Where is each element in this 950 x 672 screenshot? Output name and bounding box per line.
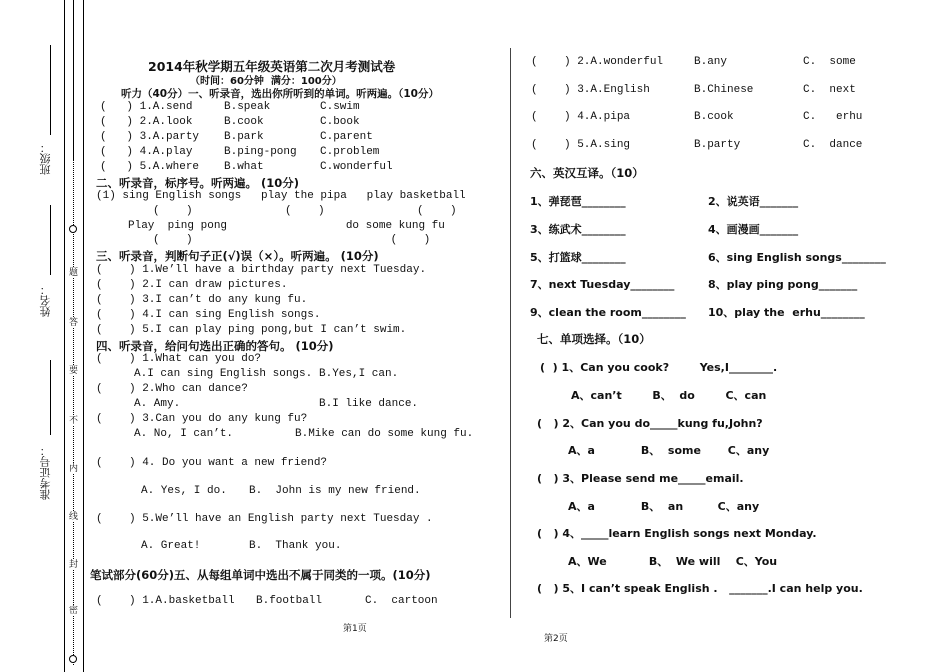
s5-option-c: C. next (803, 84, 856, 96)
s5-option-c: C. erhu (803, 111, 863, 123)
s4-answer-a: A. Yes, I do. (141, 485, 227, 497)
seal-char: 密 (69, 606, 79, 616)
s7-question-3: ( ) 3、Please send me_____email. (537, 472, 744, 485)
name-label: 姓名： (39, 284, 52, 317)
s4-question-3: ( ) 3.Can you do any kung fu? (96, 413, 308, 425)
s6-item: 2、说英语_______ (708, 195, 799, 208)
s2-line-2: Play ping pong do some kung fu (128, 220, 445, 232)
exam-no-label: 准考证号： (39, 445, 52, 500)
seal-char: 线 (69, 512, 79, 522)
exam-title: 2014年秋学期五年级英语第二次月考测试卷 (148, 59, 396, 74)
name-blank (50, 205, 51, 275)
s5-option-b: B.any (694, 56, 728, 68)
s1-question: ( ) 4.A.play (100, 146, 193, 158)
s2-parens-2: ( ) ( ) (153, 234, 431, 246)
s1-question: ( ) 3.A.party (100, 131, 200, 143)
s4-answer-a: A. No, I can’t. (134, 428, 234, 440)
margin-circle (69, 655, 77, 663)
s5-option-c: C. dance (803, 139, 863, 151)
s6-item: 9、clean the room________ (530, 306, 686, 319)
s6-item: 5、打篮球________ (530, 251, 626, 264)
s1-option-b: B.speak (224, 101, 271, 113)
s2-line-1: (1) sing English songs play the pipa play basketball (96, 190, 466, 202)
class-blank (50, 45, 51, 135)
s5-option-b: B.Chinese (694, 84, 754, 96)
class-label: 班级： (39, 142, 52, 175)
exam-no-blank (50, 360, 51, 435)
s4-answer-b: B.I like dance. (319, 398, 419, 410)
s4-answer-b: B.Mike can do some kung fu. (295, 428, 474, 440)
s4-answer-b: B. John is my new friend. (249, 485, 421, 497)
s1-question: ( ) 1.A.send (100, 101, 193, 113)
section-2-header: 二、听录音，标序号。听两遍。 (10分) (96, 176, 300, 190)
section-3-header: 三、听录音，判断句子正(√)误（×）。听两遍。 (10分) (96, 249, 379, 263)
s5-question: ( ) 5.A.sing (531, 139, 631, 151)
s7-options-3: A、a B、 an C、any (568, 500, 760, 513)
seal-char: 封 (69, 560, 79, 570)
s7-options-1: A、can’t B、 do C、can (571, 389, 767, 402)
s4-answer-a: A. Amy. (134, 398, 181, 410)
seal-char: 题 (69, 268, 79, 278)
s1-option-c: C.book (320, 116, 360, 128)
binding-margin (64, 0, 84, 672)
s3-item: ( ) 2.I can draw pictures. (96, 279, 288, 291)
s4-answer-b: B.Yes,I can. (319, 368, 399, 380)
s1-option-b: B.what (224, 161, 264, 173)
s1-option-b: B.park (224, 131, 264, 143)
s5-option-b: B.cook (694, 111, 734, 123)
section-4-header: 四、听录音，给问句选出正确的答句。 (10分) (96, 339, 334, 353)
section-7-header: 七、单项选择。（10） (537, 332, 651, 346)
s1-option-b: B.cook (224, 116, 264, 128)
margin-circle (69, 225, 77, 233)
s3-item: ( ) 3.I can’t do any kung fu. (96, 294, 308, 306)
s1-question: ( ) 5.A.where (100, 161, 200, 173)
s5-question: ( ) 3.A.English (531, 84, 650, 96)
s5-option-b: B.football (256, 595, 323, 607)
s2-parens-1: ( ) ( ) ( ) (153, 205, 457, 217)
seal-char: 内 (69, 464, 79, 474)
s4-question-4: ( ) 4. Do you want a new friend? (96, 457, 328, 469)
page-number-1: 第1页 (343, 624, 367, 634)
s6-item: 6、sing English songs________ (708, 251, 886, 264)
margin-solid-line (73, 0, 74, 160)
s4-answer-a: A. Great! (141, 540, 201, 552)
s6-item: 10、play the erhu________ (708, 306, 865, 319)
s4-question-2: ( ) 2.Who can dance? (96, 383, 248, 395)
section-5-header: 笔试部分(60分)五、从每组单词中选出不属于同类的一项。(10分) (90, 568, 431, 582)
s7-options-4: A、We B、 We will C、You (568, 555, 778, 568)
s6-item: 1、弹琵琶________ (530, 195, 626, 208)
s6-item: 3、练武术________ (530, 223, 626, 236)
s3-item: ( ) 1.We’ll have a birthday party next Tuesday. (96, 264, 427, 276)
s5-question: ( ) 4.A.pipa (531, 111, 631, 123)
page-number-2: 第2页 (544, 634, 568, 644)
seal-char: 不 (69, 416, 79, 426)
s7-options-2: A、a B、 some C、any (568, 444, 770, 457)
s3-item: ( ) 5.I can play ping pong,but I can’t swim. (96, 324, 407, 336)
s6-item: 4、画漫画_______ (708, 223, 799, 236)
s1-option-b: B.ping-pong (224, 146, 297, 158)
s7-question-4: ( ) 4、_____learn English songs next Monday. (537, 527, 817, 540)
s1-question: ( ) 2.A.look (100, 116, 193, 128)
s6-item: 7、next Tuesday________ (530, 278, 675, 291)
s7-question-2: ( ) 2、Can you do_____kung fu,John? (537, 417, 763, 430)
s5-option-c: C. some (803, 56, 856, 68)
seal-char: 答 (69, 318, 79, 328)
s1-option-c: C.swim (320, 101, 360, 113)
s7-question-1: ( ) 1、Can you cook? Yes,I________. (540, 361, 778, 374)
s4-answer-b: B. Thank you. (249, 540, 342, 552)
seal-char: 要 (69, 366, 79, 376)
section-1-header: 听力（40分）一、听录音，选出你所听到的单词。听两遍。（10分） (121, 88, 439, 100)
section-6-header: 六、英汉互译。（10） (530, 166, 644, 180)
s4-question-5: ( ) 5.We’ll have an English party next Tuesday . (96, 513, 433, 525)
s5-option-b: B.party (694, 139, 741, 151)
margin-dotted-line (73, 160, 74, 665)
s7-question-5: ( ) 5、I can’t speak English . _______.I can help you. (537, 582, 863, 595)
s3-item: ( ) 4.I can sing English songs. (96, 309, 321, 321)
s1-option-c: C.wonderful (320, 161, 393, 173)
exam-subtitle: （时间：60分钟 满分：100分） (190, 76, 342, 87)
s5-option-c: C. cartoon (365, 595, 438, 607)
s1-option-c: C.parent (320, 131, 373, 143)
s4-answer-a: A.I can sing English songs. (134, 368, 313, 380)
s5-question: ( ) 2.A.wonderful (531, 56, 664, 68)
page-divider (510, 48, 511, 618)
s5-question: ( ) 1.A.basketball (96, 595, 235, 607)
s1-option-c: C.problem (320, 146, 380, 158)
s6-item: 8、play ping pong_______ (708, 278, 858, 291)
s4-question-1: ( ) 1.What can you do? (96, 353, 262, 365)
